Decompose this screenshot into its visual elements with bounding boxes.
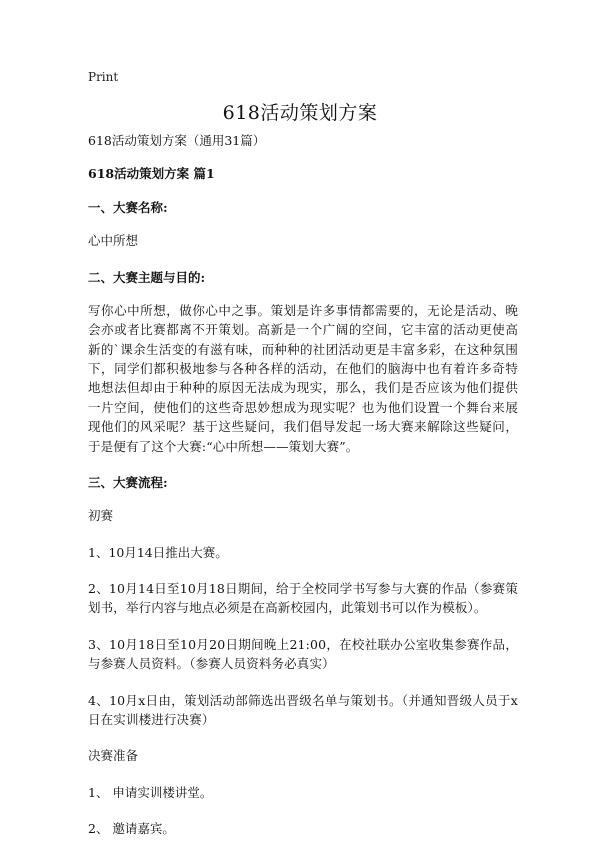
heading-contest-name: 一、大赛名称:: [88, 199, 168, 215]
stage-preliminary: 初赛: [88, 508, 114, 524]
stage-final-prep: 决赛准备: [88, 748, 139, 764]
prep-item-2: 2、 邀请嘉宾。: [88, 821, 175, 836]
process-item-2: 2、10月14日至10月18日期间，给于全校同学书写参与大赛的作品（参赛策划书，举行内容与地点必须是在高新校园内，此策划书可以作为模板）。: [88, 581, 518, 616]
document-body: [88, 131, 518, 855]
print-link[interactable]: Print: [88, 70, 119, 84]
contest-name-text: 心中所想: [88, 233, 139, 249]
heading-theme-purpose: 二、大赛主题与目的:: [88, 269, 206, 285]
page-title: 618活动策划方案: [222, 102, 378, 124]
prep-item-1: 1、 申请实训楼讲堂。: [88, 784, 213, 800]
process-item-3: 3、10月18日至10月20日期间晚上21:00，在校社联办公室收集参赛作品，与参赛人员资料。（参赛人员资料务必真实）: [88, 636, 518, 672]
purpose-paragraph: 写你心中所想，做你心中之事。策划是许多事情都需要的，无论是活动、晚会亦或者比赛都离不开策划。高新是一个广阔的空间，它丰富的活动更使高新的`课余生活变的有滋有味，而种种的社团活动更是丰富多彩，在这种氛围下，同学们都积极地参与各种各样的活动，在他们的脑海中也有着许多奇特地想法但却由于种种的原因无法成为现实，那么，我们是否应该为他们提供一片空间，使他们的这些奇思妙想成为现实呢？也为他们设置一个舞台来展现他们的风采呢？基于这些疑问，我们倡导发起一场大赛来解除这些疑问，于是便有了这个大赛:“心中所想——策划大赛”。: [88, 302, 518, 454]
process-item-4: 4、10月x日由，策划活动部筛选出晋级名单与策划书。（并通知晋级人员于x日在实训楼进行决赛）: [88, 692, 518, 727]
section-heading: 618活动策划方案 篇1: [88, 166, 215, 182]
heading-contest-process: 三、大赛流程:: [88, 474, 168, 490]
document-subtitle: 618活动策划方案（通用31篇）: [88, 133, 266, 148]
process-item-1: 1、10月14日推出大赛。: [88, 544, 228, 560]
